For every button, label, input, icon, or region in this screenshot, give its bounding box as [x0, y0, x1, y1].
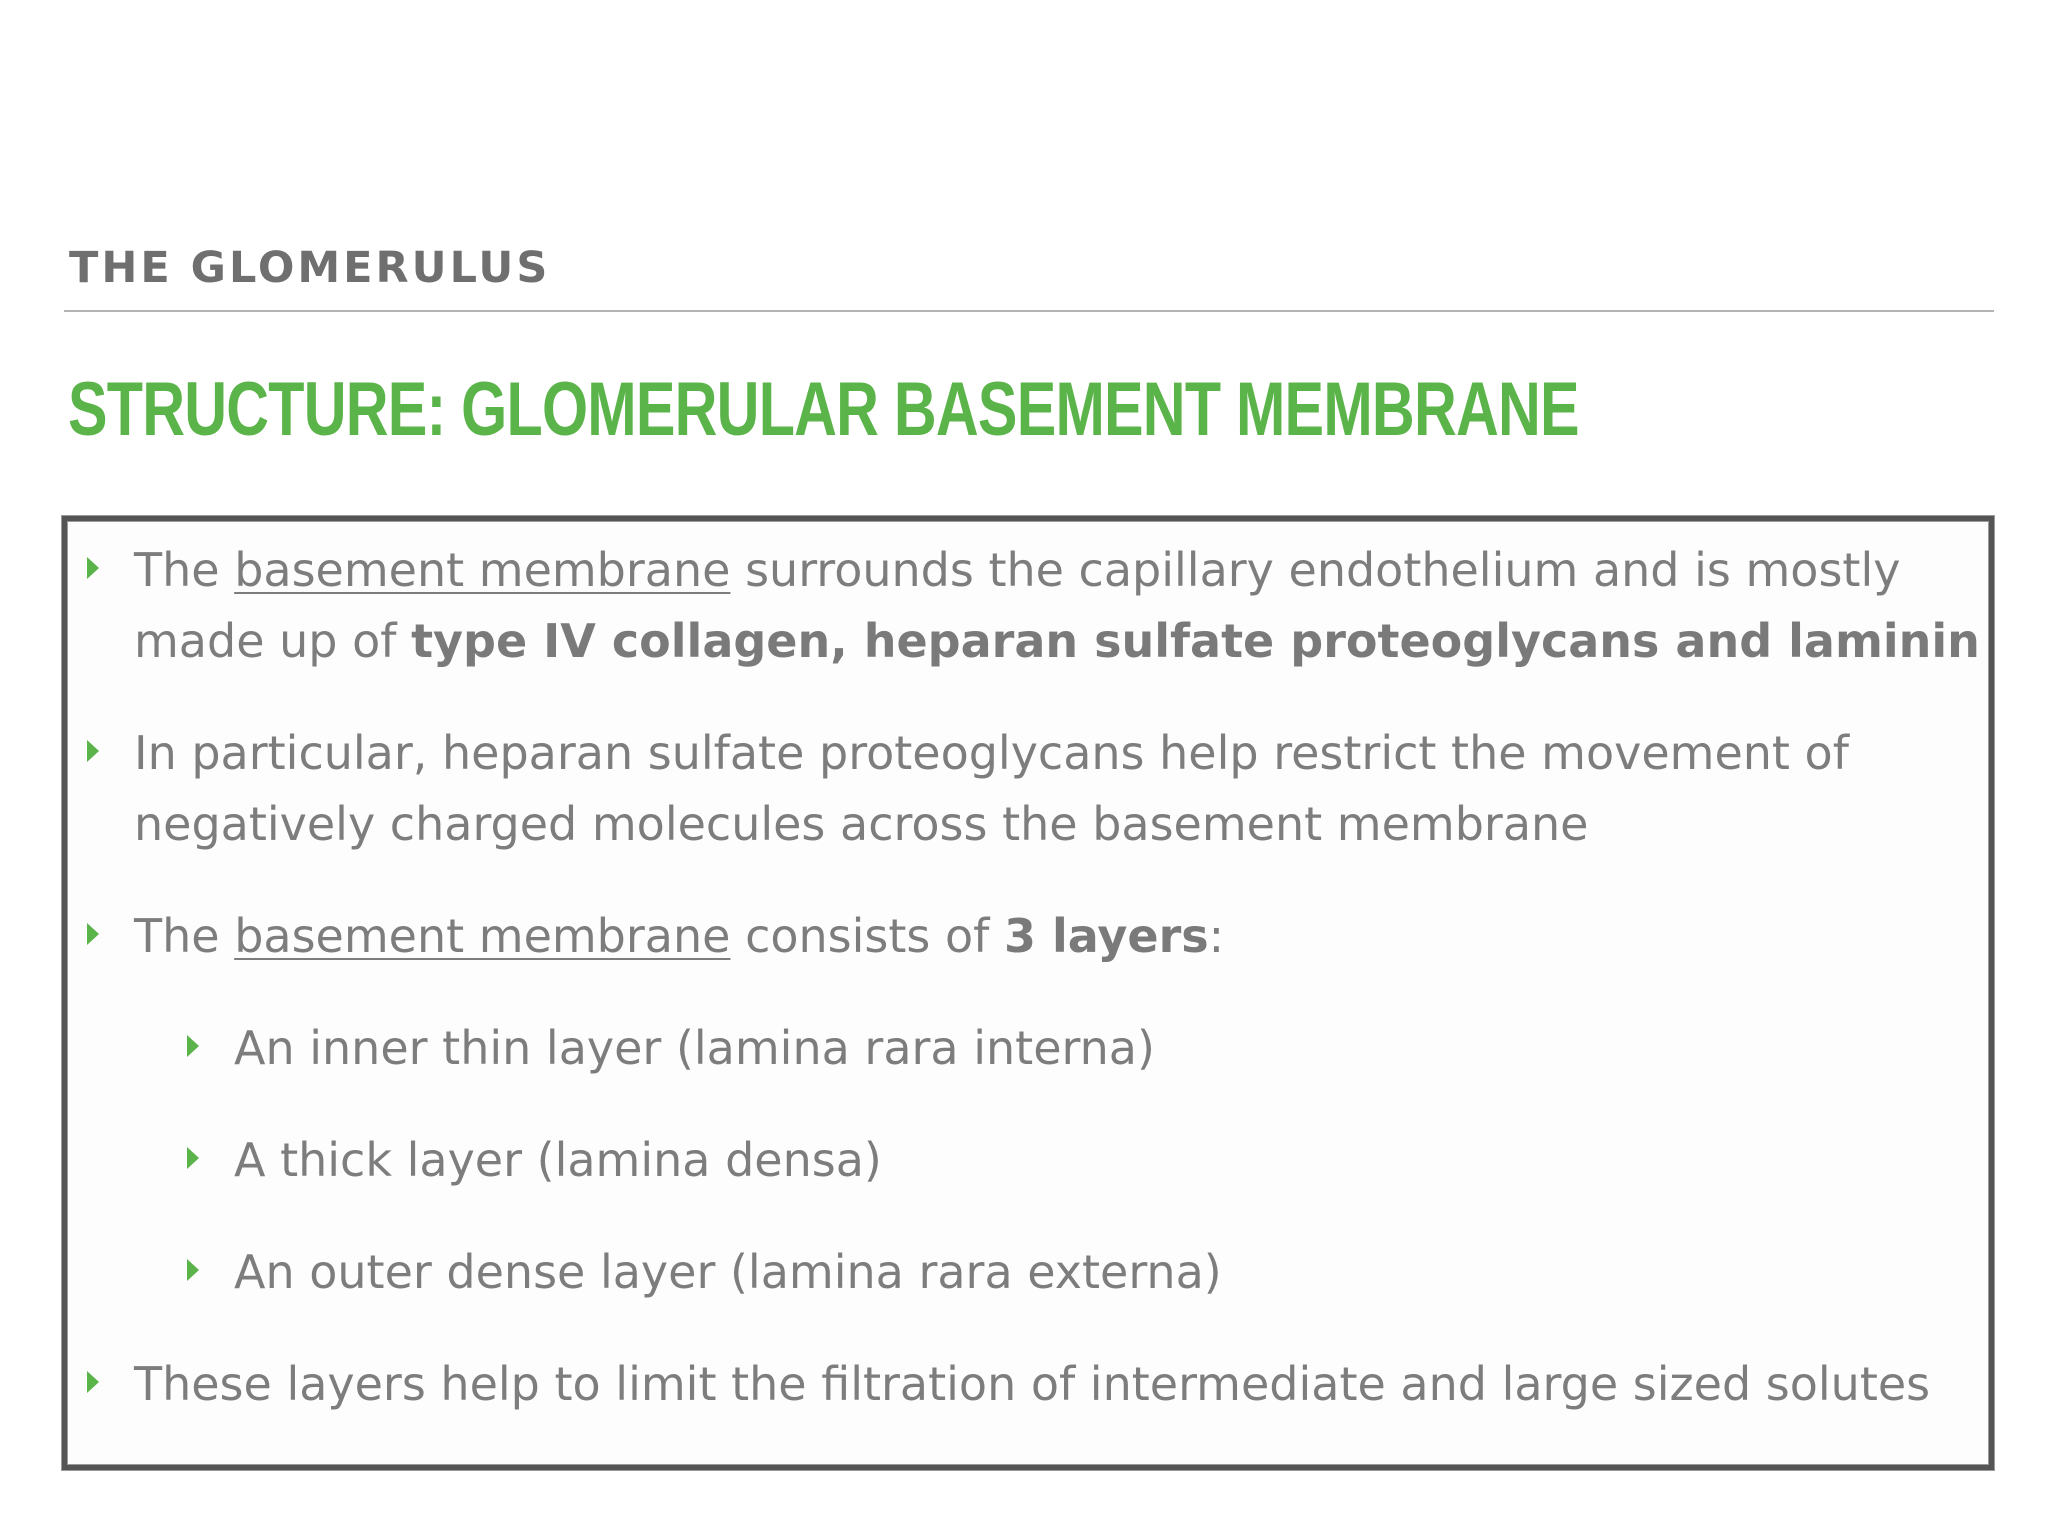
text-segment: surrounds the capillary endothelium and is mostly	[730, 543, 1901, 597]
text-segment: The	[134, 909, 235, 963]
text-segment: made up of	[134, 614, 412, 668]
bullet-text: A thick layer (lamina densa)	[234, 1133, 882, 1187]
bullet-text: In particular, heparan sulfate proteoglycans help restrict the movement of	[134, 726, 1849, 780]
triangle-right-icon	[187, 1259, 199, 1281]
title-divider	[64, 310, 1994, 312]
bullet-text	[134, 606, 1980, 677]
slide-title: STRUCTURE: GLOMERULAR BASEMENT MEMBRANE	[68, 367, 1579, 452]
bullet-text	[134, 535, 1900, 606]
bullet-text: An outer dense layer (lamina rara externa)	[234, 1245, 1222, 1299]
triangle-right-icon	[187, 1035, 199, 1057]
bold-term: type IV collagen, heparan sulfate proteoglycans and laminin	[411, 614, 1980, 668]
triangle-right-icon	[87, 1371, 99, 1393]
text-segment: consists of	[730, 909, 1004, 963]
triangle-right-icon	[187, 1147, 199, 1169]
bold-term: 3 layers	[1003, 909, 1209, 963]
triangle-right-icon	[87, 557, 99, 579]
bullet-text: negatively charged molecules across the basement membrane	[134, 797, 1589, 851]
underlined-term: basement membrane	[234, 909, 731, 963]
content-box	[62, 516, 1994, 1470]
text-segment: :	[1208, 909, 1225, 963]
triangle-right-icon	[87, 923, 99, 945]
bullet-text: These layers help to limit the filtration of intermediate and large sized solutes	[134, 1357, 1931, 1411]
underlined-term: basement membrane	[234, 543, 731, 597]
bullet-text: An inner thin layer (lamina rara interna)	[234, 1021, 1155, 1075]
text-segment: The	[134, 543, 235, 597]
bullet-text	[134, 901, 1224, 972]
triangle-right-icon	[87, 740, 99, 762]
section-title: THE GLOMERULUS	[69, 243, 551, 293]
